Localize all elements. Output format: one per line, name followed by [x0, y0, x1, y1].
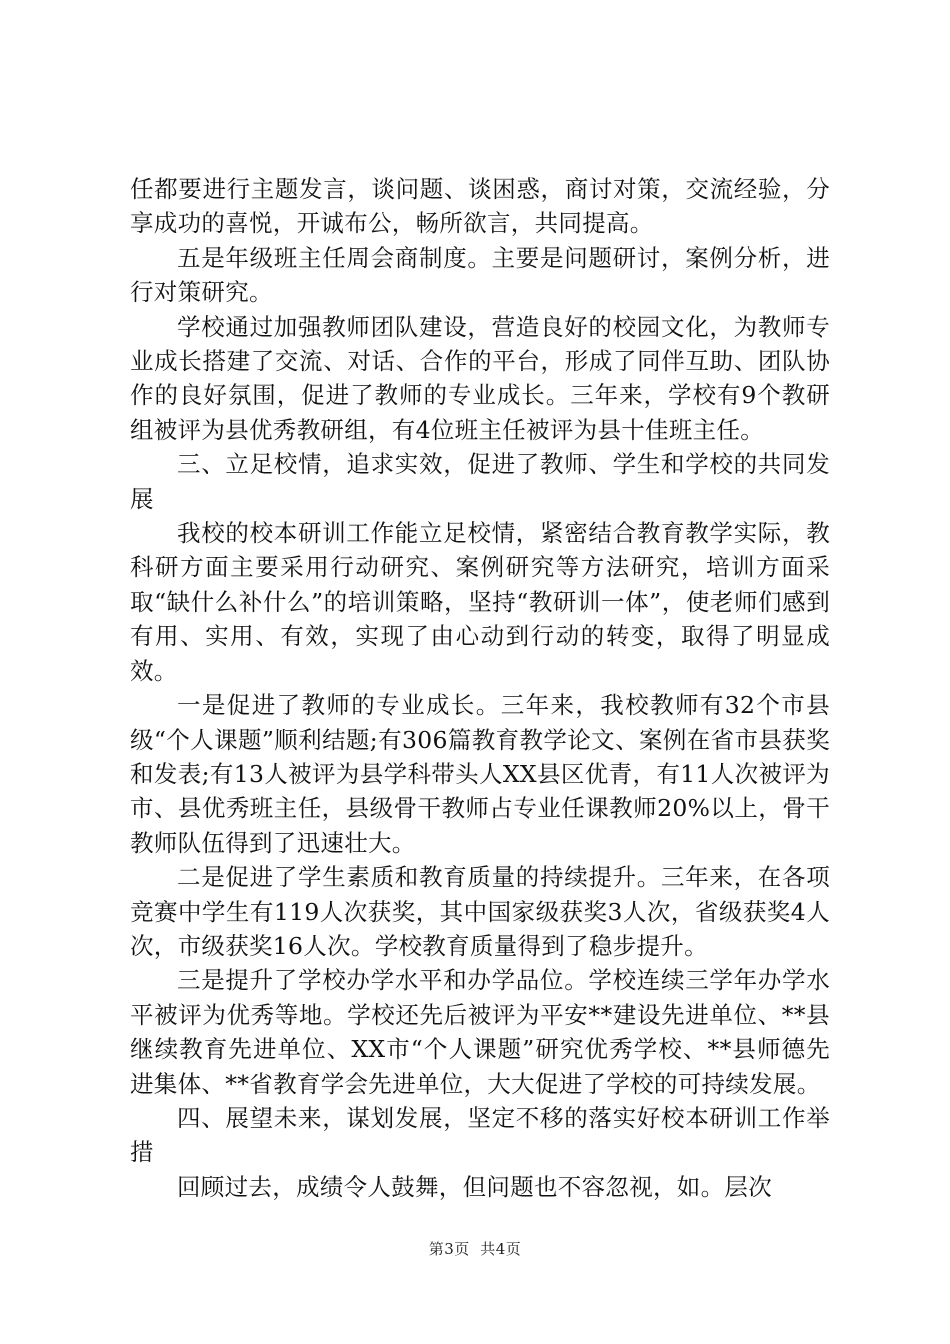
section-heading-3: 三、立足校情，追求实效，促进了教师、学生和学校的共同发展: [130, 450, 830, 513]
paragraph-2: 五是年级班主任周会商制度。主要是问题研讨，案例分析，进行对策研究。: [130, 243, 830, 307]
paragraph-6: 一是促进了教师的专业成长。三年来，我校教师有32个市县级“个人课题”顺利结题;有306篇教育教学论文、案例在省市县获奖和发表;有13人被评为县学科带头人XX县区优青，有11人次被评为市、县优秀班主任，县级骨干教师占专业任课教师20%以上，骨干教师队伍得到了迅速壮大。: [130, 691, 830, 857]
paragraph-3: 学校通过加强教师团队建设，营造良好的校园文化，为教师专业成长搭建了交流、对话、合作的平台，形成了同伴互助、团队协作的良好氛围，促进了教师的专业成长。三年来，学校有9个教研组被评为县优秀教研组，有4位班主任被评为县十佳班主任。: [130, 312, 830, 444]
paragraph-10: 回顾过去，成绩令人鼓舞，但问题也不容忽视，如。层次: [177, 1172, 772, 1201]
paragraph-1: 任都要进行主题发言，谈问题、谈困惑，商讨对策，交流经验，分享成功的喜悦，开诚布公，畅所欲言，共同提高。: [130, 175, 830, 238]
paragraph-8: 三是提升了学校办学水平和办学品位。学校连续三学年办学水平被评为优秀等地。学校还先后被评为平安**建设先进单位、**县继续教育先进单位、XX市“个人课题”研究优秀学校、**县师德先进集体、**省教育学会先进单位，大大促进了学校的可持续发展。: [130, 966, 830, 1098]
page-number-label: 第3页 共4页: [428, 1240, 522, 1258]
page-footer: [0, 1239, 950, 1259]
section-heading-4: 四、展望未来，谋划发展，坚定不移的落实好校本研训工作举措: [130, 1103, 830, 1167]
paragraph-5: 我校的校本研训工作能立足校情，紧密结合教育教学实际，教科研方面主要采用行动研究、案例研究等方法研究，培训方面采取“缺什么补什么”的培训策略，坚持“教研训一体”，使老师们感到有用、实用、有效，实现了由心动到行动的转变，取得了明显成效。: [130, 519, 830, 685]
paragraph-7: 二是促进了学生素质和教育质量的持续提升。三年来，在各项竞赛中学生有119人次获奖，其中国家级获奖3人次，省级获奖4人次，市级获奖16人次。学校教育质量得到了稳步提升。: [130, 863, 830, 960]
document-body: [130, 172, 830, 1204]
